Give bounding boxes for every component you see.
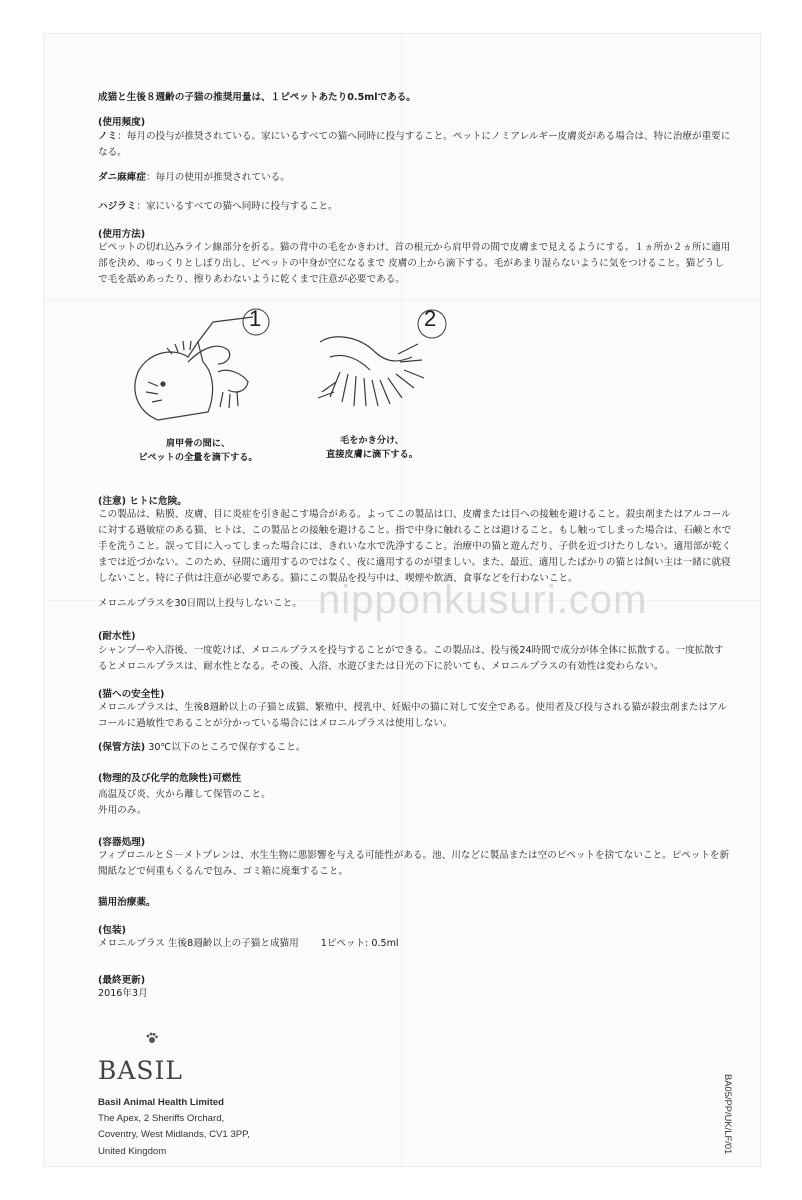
company-address: [98, 1111, 250, 1160]
storage: [98, 740, 733, 756]
watermark: nipponkusuri.com: [318, 578, 648, 622]
storage-text: 30℃以下のところで保存すること。: [148, 742, 306, 753]
tick-text: ：毎月の使用が推奨されている。: [145, 172, 290, 183]
caution-heading: (注意) ヒトに危険。: [98, 496, 187, 507]
step-1-caption-line2: ピペットの全量を滴下する。: [138, 452, 258, 463]
hazard-line2: 外用のみ。: [98, 805, 147, 816]
updated-heading: (最終更新): [98, 975, 146, 986]
caution-text: この製品は、粘膜、皮膚、目に炎症を引き起こす場合がある。よってこの製品は口、皮膚または目への接触を避けること。殺虫剤またはアルコールに対する過敏症のある猫、ヒトは、この製品との接触を避けること。指で中身に触れることは避けること。もし触ってしまった場合は、石鹸と水で手を洗うこと。誤って目に入ってしまった場合には、きれいな水で洗浄すること。治療中の猫と遊んだり、子供を近づけたりしない。適用部が乾くまでは近づかない。このため、昼間に適用するのではなく、夜に適用するのが望ましい。また、最近、適用したばかりの猫とは飼い主は一緒に就寝しないこと。特に子供は注意が必要である。猫にこの製品を投与中は、喫煙や飲酒、食事などを行わないこと。: [98, 509, 732, 584]
address-line2: Coventry, West Midlands, CV1 3PP,: [98, 1129, 250, 1141]
lice-label: ハジラミ: [98, 201, 137, 212]
cat-application-illustration: [118, 302, 288, 432]
step-1-caption: [108, 437, 288, 465]
company-name: Basil Animal Health Limited: [98, 1097, 224, 1108]
hazard-heading: (物理的及び化学的危険性): [98, 773, 213, 784]
disposal-text: フィプロニルとＳ－メトプレンは、水生生物に悪影響を与える可能性がある。池、川などに製品または空のピペットを捨てないこと。ピペットを新聞紙などで何重もくるんで包み、ゴミ箱に廃棄すること。: [98, 850, 730, 877]
package-product: メロニルプラス 生後8週齢以上の子猫と成猫用: [98, 938, 299, 949]
step-2-caption-line1: 毛をかき分け、: [340, 435, 404, 446]
step-2-number: 2: [424, 306, 437, 331]
dosage-intro: 成猫と生後８週齢の子猫の推奨用量は、１ピペットあたり0.5mlである。: [98, 92, 416, 103]
disposal-heading: (容器処理): [98, 837, 146, 848]
frequency-tick: [98, 170, 733, 186]
address-line3: United Kingdom: [98, 1145, 167, 1157]
step-1-number: 1: [249, 306, 262, 331]
document-code: BA05/PP/UK/LF/01: [723, 1074, 734, 1155]
safety-text: メロニルプラスは、生後8週齢以上の子猫と成猫、繁殖中、授乳中、妊娠中の猫に対して安全である。使用者及び投与される猫が殺虫剤またはアルコールに過敏性であることが分かっている場合にはメロニルプラスは使用しない。: [98, 702, 728, 729]
hazard-heading-line: [98, 771, 733, 787]
usage-heading: (使用方法): [98, 229, 146, 240]
flea-label: ノミ: [98, 131, 118, 142]
step-2-caption: [282, 434, 462, 462]
lice-text: ：家にいるすべての猫へ同時に投与すること。: [136, 201, 338, 212]
package-heading: (包装): [98, 925, 126, 936]
step-1-caption-line1: 肩甲骨の間に、: [165, 438, 231, 449]
frequency-heading: (使用頻度): [98, 117, 146, 128]
frequency-lice: [98, 199, 733, 215]
caution-note: メロニルプラスを30日間以上投与しないこと。: [98, 598, 302, 609]
package-volume: 1ピペット: 0.5ml: [320, 938, 399, 949]
tick-label: ダニ麻痺症: [98, 172, 146, 183]
safety-heading: (猫への安全性): [98, 689, 165, 700]
package-line: [98, 936, 733, 952]
hazard-flammable: 可燃性: [212, 773, 242, 784]
brand-logo: BASIL: [98, 1056, 184, 1085]
updated-date: 2016年3月: [98, 988, 148, 999]
category-label: 猫用治療薬。: [98, 897, 156, 908]
storage-heading: (保管方法): [98, 742, 146, 753]
frequency-flea: [98, 129, 733, 161]
hazard-line1: 高温及び炎、火から離して保管のこと。: [98, 789, 271, 800]
water-heading: (耐水性): [98, 631, 136, 642]
water-text: シャンプーや入浴後、一度乾けば、メロニルプラスを投与することができる。この製品は、投与後24時間で成分が体全体に拡散する。一度拡散するとメロニルプラスは、耐水性となる。その後、入浴、水遊びまたは日光の下に於いても、メロニルプラスの有効性は変わらない。: [98, 645, 724, 672]
address-line1: The Apex, 2 Sheriffs Orchard,: [98, 1113, 225, 1124]
usage-text: ピペットの切れ込みライン線部分を折る。猫の背中の毛をかきわけ、首の根元から肩甲骨の間で皮膚まで見えるようにする。１ヵ所か２ヵ所に適用部を決め、ゆっくりとしぼり出し、ピペットの中身が空になるまで 皮膚の上から滴下する。毛があまり湿らないように気をつけること。猫どうしで毛を舐めあったり、擦りあわないように乾くまで注意が必要である。: [98, 242, 731, 285]
fold-line: [44, 300, 760, 301]
paw-logo-icon: [146, 1032, 158, 1044]
flea-text: ：毎月の投与が推奨されている。家にいるすべての猫へ同時に投与すること。ペットにノミアレルギー皮膚炎がある場合は、特に治療が重要になる。: [98, 131, 731, 158]
step-2-caption-line2: 直接皮膚に滴下する。: [326, 449, 418, 460]
